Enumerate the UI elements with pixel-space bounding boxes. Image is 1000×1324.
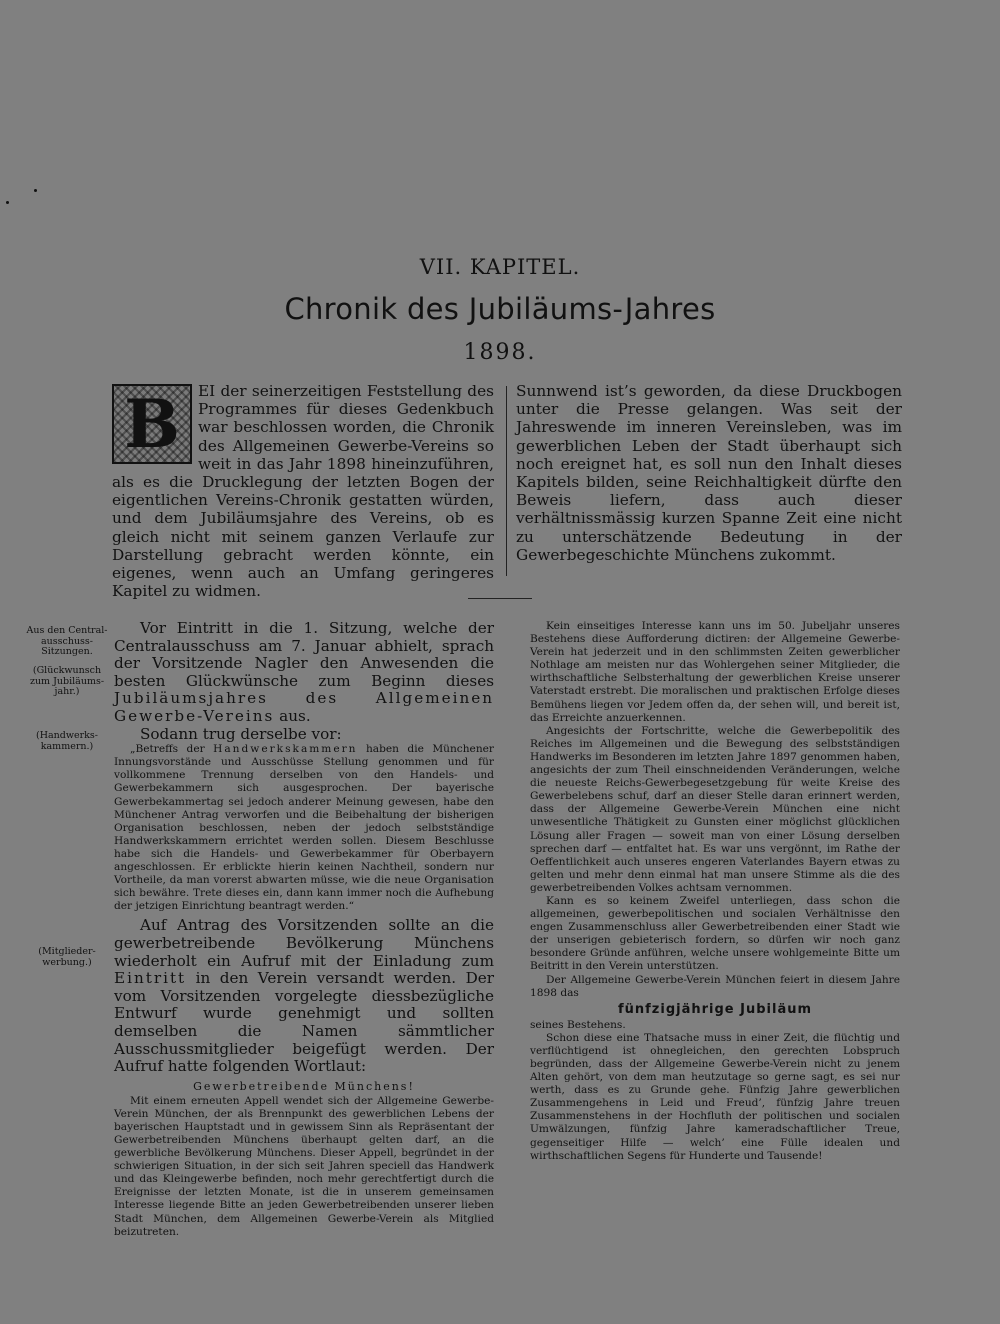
appeal-paragraph: Kein einseitiges Interesse kann uns im 50. Jubeljahr unseres Bestehens diese Aufforderung dictiren: der Allgemeine Gewerbe-Verein hat jederzeit und in den schlimmsten Zeiten gewerblicher Nothlage am meisten nur das Wohlergehen seiner Mitglieder, die wirthschaftliche Selbsterhaltung der gewerblichen Kreise unserer Vaterstadt erstrebt. Die moralischen und praktischen Erfolge dieses Bemühens liegen vor Jedem offen da, der sehen will, und bereit ist, das Erreichte anzuerkennen. [530, 620, 900, 724]
appeal-paragraph: Mit einem erneuten Appell wendet sich der Allgemeine Gewerbe-Verein München, der als Brennpunkt des gewerblichen Lebens der bayerischen Hauptstadt und in gewissem Sinn als Repräsentant der Gewerbetreibenden Münchens überhaupt gelten darf, an die gewerbliche Bevölkerung Münchens. Dieser Appell, begründet in der schwierigen Situation, in der sich seit Jahren speciell das Handwerk und das Kleingewerbe befinden, noch mehr gerechtfertigt durch die Ereignisse der letzten Monate, ist die in unserem gemeinsamen Interesse liegende Bitte an jeden Gewerbetreibenden unserer lieben Stadt München, dem Allgemeinen Gewerbe-Verein als Mitglied beizutreten. [114, 1094, 494, 1238]
margin-note-congratulation: (Glückwunsch zum Jubiläums-jahr.) [29, 665, 105, 697]
scan-speck [34, 189, 37, 192]
appeal-paragraph: seines Bestehens. [530, 1018, 626, 1031]
margin-note-chambers: (Handwerks-kammern.) [36, 730, 98, 752]
intro-left-column [112, 382, 494, 600]
paragraph: Sodann trug derselbe vor: [140, 724, 342, 743]
appeal-paragraph: Der Allgemeine Gewerbe-Verein München feiert in diesem Jahre 1898 das [530, 973, 900, 999]
chapter-title: Chronik des Jubiläums-Jahres [284, 292, 716, 326]
appeal-paragraph: Angesichts der Fortschritte, welche die Gewerbepolitik des Reiches im Allgemeinen und die Bewegung des selbstständigen Handwerks im Besonderen im letzten Jahre 1897 genommen haben, angesichts der zum Theil einschneidenden Veränderungen, welche die neueste Reichs-Gewerbegesetzgebung für weite Kreise des Gewerbelebens schuf, darf an dieser Stelle daran erinnert werden, dass der Allgemeine Gewerbe-Verein München eine nicht unwesentliche Thätigkeit zu Gunsten einer möglichst glücklichen Lösung aller Fragen — soweit man von einer Lösung derselben sprechen darf — entfaltet hat. Es war uns vergönnt, im Rathe der Oeffentlichkeit auch unseres engeren Vaterlandes Bayern etwas zu gelten und mehr denn einmal hat man unsere Stimme als die des gewerbetreibenden Volkes achtsam vernommen. [530, 724, 900, 894]
section-divider [468, 598, 532, 599]
paragraph: Auf Antrag des Vorsitzenden sollte an die gewerbetreibende Bevölkerung Münchens wiederholt ein Aufruf mit der Einladung zum Eintritt in den Verein versandt werden. Der vom Vorsitzenden vorgelegte diessbezügliche Entwurf wurde genehmigt und sollten demselben die Namen sämmtlicher Ausschussmitglieder beigefügt werden. Der Aufruf hatte folgenden Wortlaut: [114, 916, 494, 1076]
column-divider [506, 386, 507, 576]
margin-note-recruitment: (Mitglieder-werbung.) [38, 946, 96, 968]
quote-paragraph: „Betreffs der Handwerkskammern haben die Münchener Innungsvorstände und Ausschüsse Stellung genommen und für vollkommene Trennung derselben von den Handels- und Gewerbekammern sich ausgesprochen. Der bayerische Gewerbekammertag sei jedoch anderer Meinung gewesen, habe den Münchener Antrag verworfen und die Beibehaltung der bisherigen Organisation beschlossen, neben der jedoch selbstständige Handwerkskammern errichtet werden sollen. Diesem Beschlusse habe sich die Handels- und Gewerbekammer für Oberbayern angeschlossen. Er erblickte hierin keinen Nachtheil, sondern nur Vortheile, da man vorerst abwarten müsse, wie die neue Organisation sich bewähre. Trete dieses ein, dann kann immer noch die Aufhebung der jetzigen Einrichtung beantragt werden.“ [114, 743, 494, 913]
intro-left-text: EI der seinerzeitigen Feststellung des Programmes für dieses Gedenkbuch war beschlossen worden, die Chronik des Allgemeinen Gewerbe-Vereins so weit in das Jahr 1898 hineinzuführen, als es die Drucklegung der letzten Bogen der eigentlichen Vereins-Chronik gestatten würden, und dem Jubiläumsjahre des Vereins, ob es gleich nicht mit seinem ganzen Verlaufe zur Darstellung gebracht werden könnte, ein eigenes, wenn auch an Umfang geringeres Kapitel zu widmen. [112, 382, 494, 601]
appeal-heading: Gewerbetreibende Münchens! [193, 1079, 415, 1093]
intro-right-column: Sunnwend ist’s geworden, da diese Druckbogen unter die Presse gelangen. Was seit der Jahreswende im inneren Vereinsleben, was im gewerblichen Leben der Stadt überhaupt sich noch ereignet hat, es soll nun den Inhalt dieses Kapitels bilden, seine Reichhaltigkeit dürfte den Beweis liefern, dass auch dieser verhältnissmässig kurzen Spanne Zeit eine nicht zu unterschätzende Bedeutung in der Gewerbegeschichte Münchens zukommt. [516, 382, 902, 564]
appeal-paragraph: Kann es so keinem Zweifel unterliegen, dass schon die allgemeinen, gewerbepolitischen und socialen Verhältnisse den engen Zusammenschluss aller Gewerbetreibenden einer Stadt wie der unserigen gebieterisch fordern, so dürfen wir noch ganz besondere Gründe anführen, welche unsere wohlgemeinte Bitte um Beitritt in den Verein unterstützen. [530, 894, 900, 973]
left-column [114, 620, 494, 1239]
scan-speck [6, 201, 9, 204]
appeal-paragraph: Schon diese eine Thatsache muss in einer Zeit, die flüchtig und verflüchtigend ist ohnegleichen, den gerechten Lobspruch begründen, dass der Allgemeine Gewerbe-Verein nicht zu jenem Alten gehört, von dem man heutzutage so gerne sagt, es sei nur werth, dass es zu Grunde gehe. Fünfzig Jahre gewerblichen Zusammengehens in Leid und Freud’, fünfzig Jahre treuen Zusammenstehens in der Hochfluth der politischen und socialen Umwälzungen, fünfzig Jahre kameradschaftlicher Treue, gegenseitiger Hilfe — welch’ eine Fülle idealen und wirthschaftlichen Segens für Hunderte und Tausende! [530, 1031, 900, 1162]
margin-note-sessions: Aus den Central-ausschuss-Sitzungen. [26, 625, 108, 657]
chapter-year: 1898. [463, 340, 537, 365]
right-column [530, 620, 900, 1163]
ornamental-dropcap: B [112, 384, 192, 464]
jubilee-highlight: fünfzigjährige Jubiläum [617, 1001, 813, 1017]
chapter-heading: VII. KAPITEL. [419, 255, 581, 279]
paragraph: Vor Eintritt in die 1. Sitzung, welche der Centralausschuss am 7. Januar abhielt, sprach der Vorsitzende Nagler den Anwesenden die besten Glückwünsche zum Beginn dieses Jubiläumsjahres des Allgemeinen Gewerbe-Vereins aus. [114, 619, 494, 725]
